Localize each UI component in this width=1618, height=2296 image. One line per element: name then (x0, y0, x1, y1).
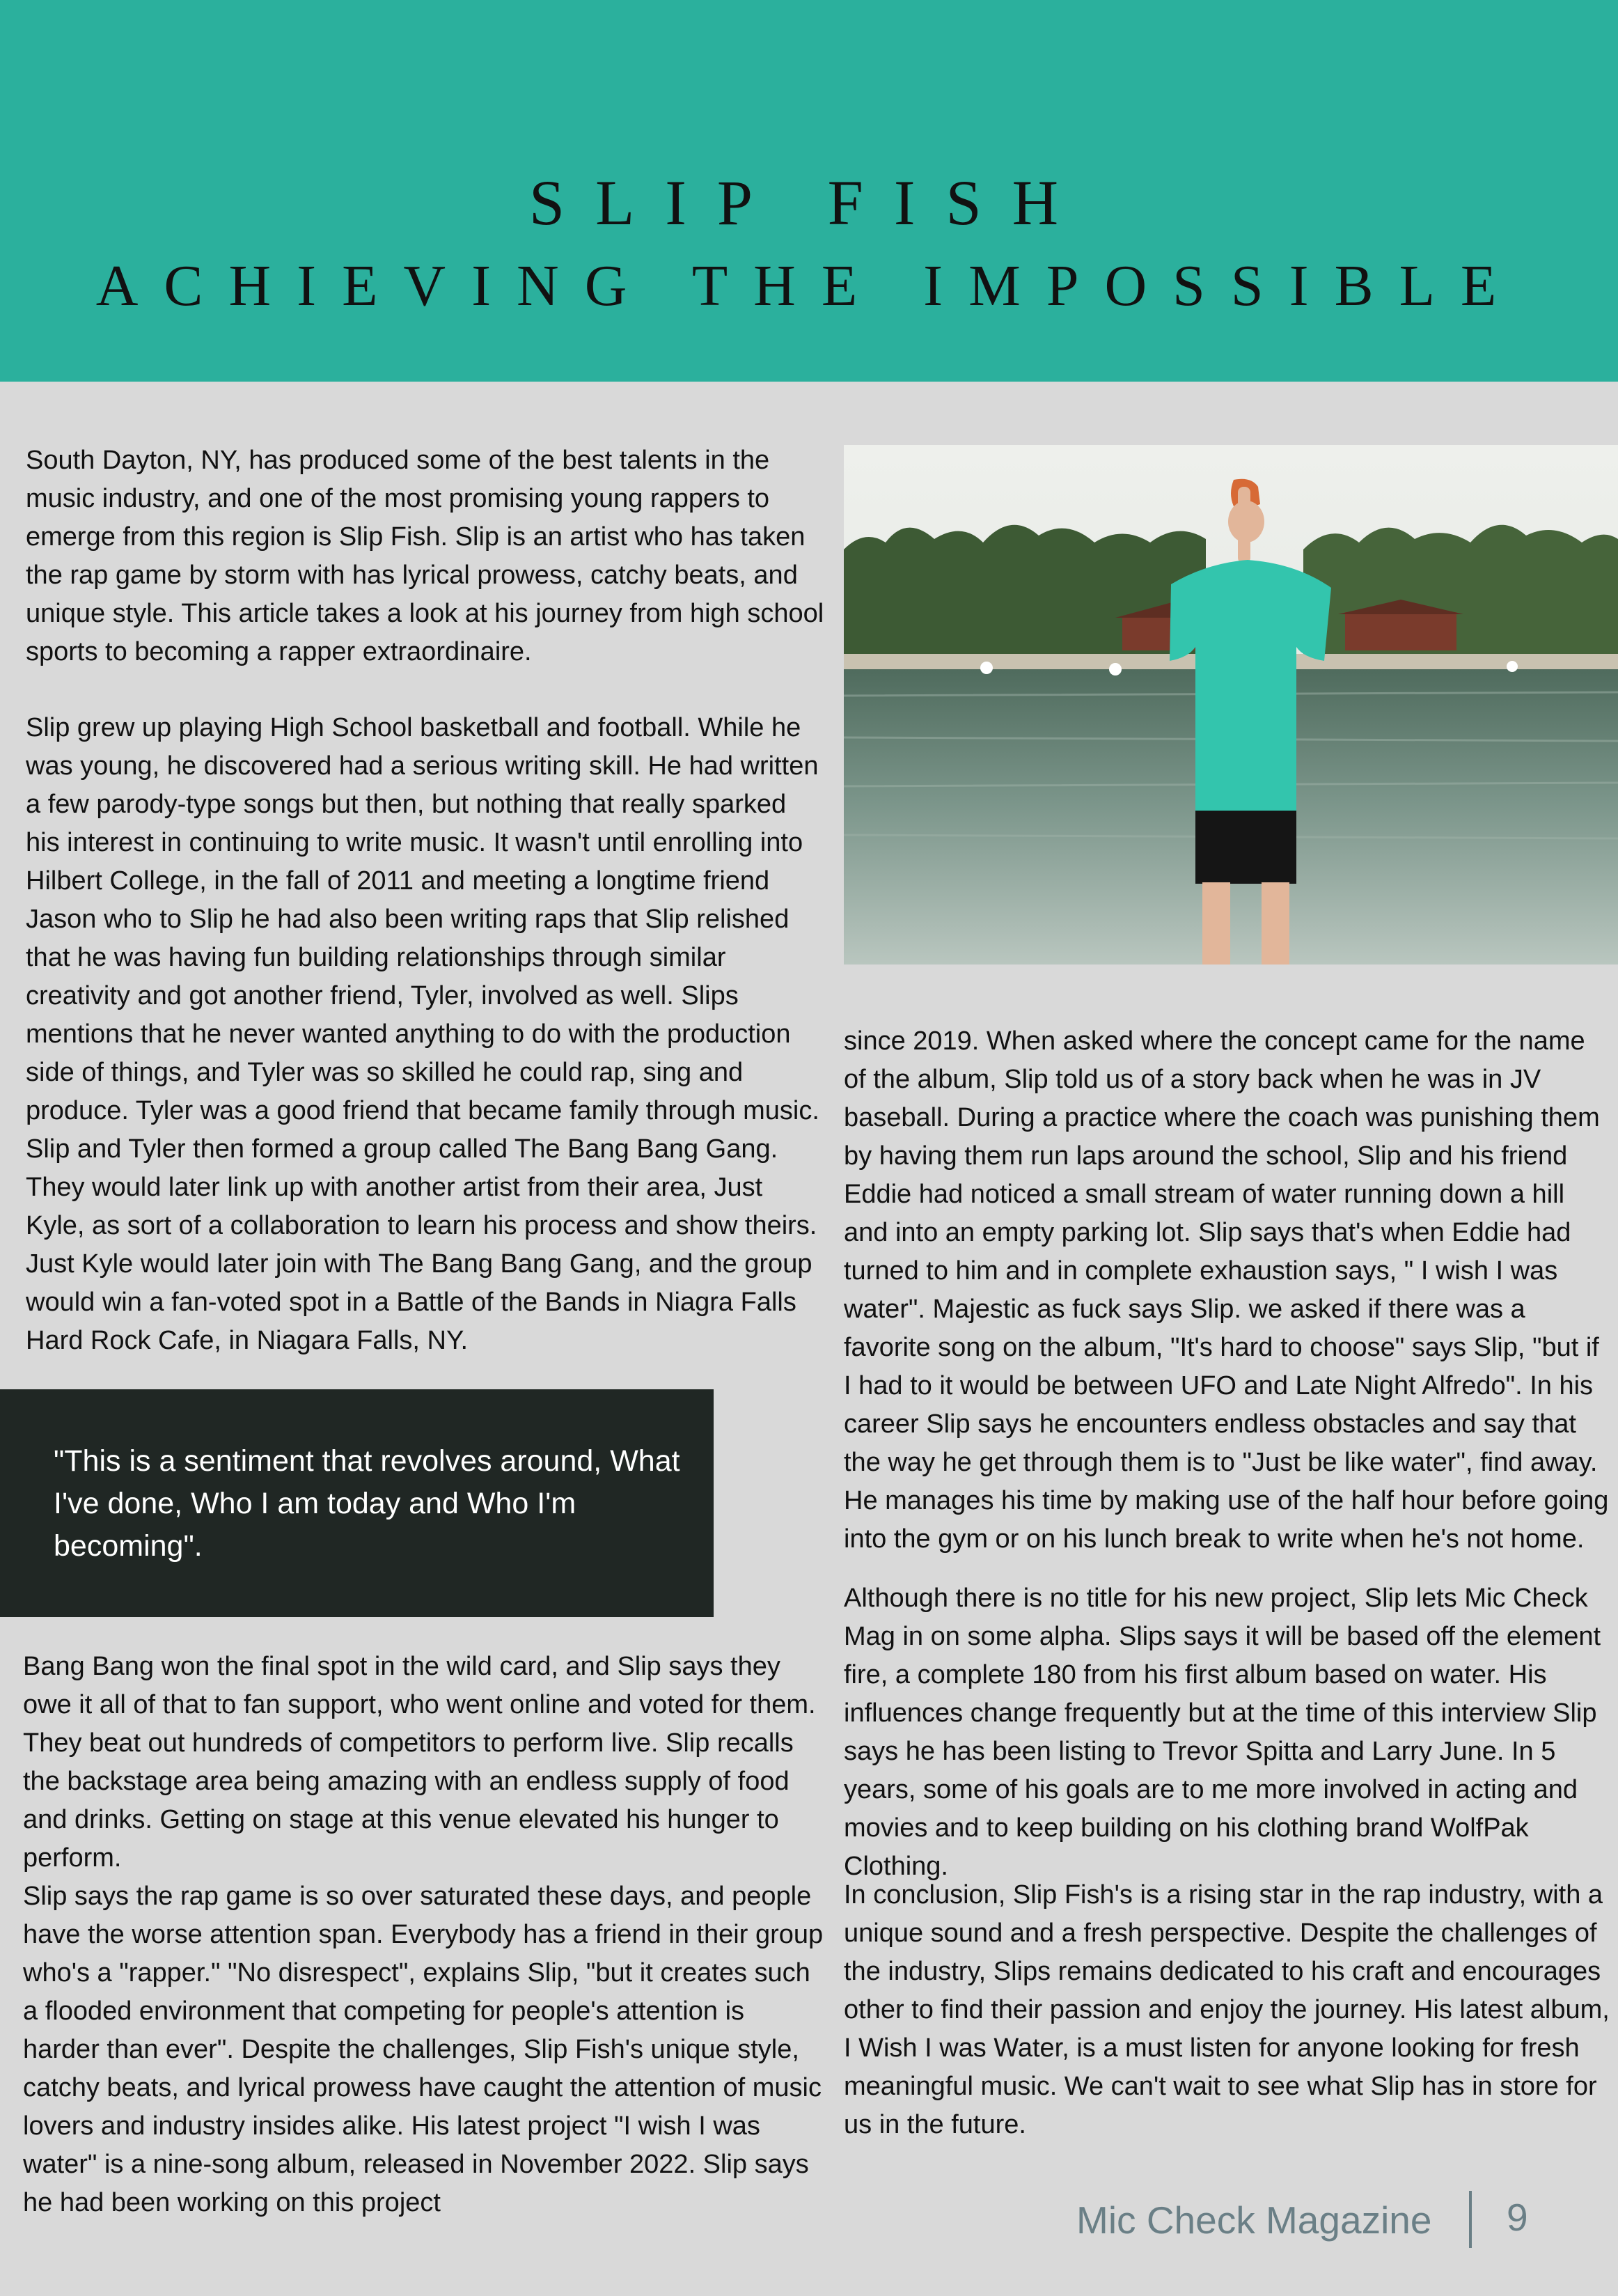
article-subtitle: ACHIEVING THE IMPOSSIBLE (95, 253, 1523, 318)
article-paragraph-conclusion: In conclusion, Slip Fish's is a rising star in the rap industry, with a unique sound and a fresh perspective. Despite the challenges of the industry, Slips remains dedicated to his craft and encourages other to find their passion and enjoy the journey. His latest album, I Wish I was Water, is a must listen for anyone looking for fresh meaningful music. We can't wait to see what Slip has in store for us in the future. (844, 1880, 1610, 2139)
article-paragraph-battle-of-bands: Bang Bang won the final spot in the wild card, and Slip says they owe it all of that to fan support, who went online and voted for them. They beat out hundreds of competitors to perform live. Slip recalls the backstage area being amazing with an endless supply of food and drinks. Getting on stage at this venue elevated his hunger to perform. Slip says the rap game is so over saturated these days, and people have the worse attention span. Everybody has a friend in their group who's a "rapper." "No disrespect", explains Slip, "but it creates such a flooded environment that competing for people's attention is harder than ever". Despite the challenges, Slip Fish's unique style, catchy beats, and lyrical prowess have caught the attention of music lovers and industry insides alike. His latest project "I wish I was water" is a nine-song album, released in November 2022. Slip says he had been working on this project (23, 1652, 824, 2217)
article-title: SLIP FISH (528, 167, 1090, 238)
article-paragraph-album-concept: since 2019. When asked where the concept came for the name of the album, Slip told us of a story back when he was in JV baseball. During a practice where the coach was punishing them by having them run laps around the school, Slip and his friend Eddie had noticed a small stream of water running down a hill and into an empty parking lot. Slip says that's when Eddie had turned to him and in complete exhaustion says, " I wish I was water". Majestic as fuck says Slip. we asked if there was a favorite song on the album, "It's hard to choose" says Slip, "but if I had to it would be between UFO and Late Night Alfredo". In his career Slip says he encounters endless obstacles and say that the way he get through them is to "Just be like water", find away. He manages his time by making use of the half hour before going into the gym or on his lunch break to write when he's not home. (844, 1026, 1609, 1554)
artist-photo (844, 445, 1618, 965)
pull-quote-text: "This is a sentiment that revolves around, What I've done, Who I am today and Who I'm becoming". (54, 1444, 680, 1563)
magazine-name: Mic Check Magazine (1076, 2199, 1432, 2242)
article-paragraph-background: Slip grew up playing High School basketball and football. While he was young, he discovered had a serious writing skill. He had written a few parody-type songs but then, but nothing that really sparked his interest in continuing to write music. It wasn't until enrolling into Hilbert College, in the fall of 2011 and meeting a longtime friend Jason who to Slip he had also been writing raps that Slip relished that he was having fun building relationships through similar creativity and got another friend, Tyler, involved as well. Slips mentions that he never wanted anything to do with the production side of things, and Tyler was so skilled he could rap, sing and produce. Tyler was a good friend that became family through music. Slip and Tyler then formed a group called The Bang Bang Gang. They would later link up with another artist from their area, Just Kyle, as sort of a collaboration to learn his process and show theirs. Just Kyle would later join with The Bang Bang Gang, and the group would win a fan-voted spot in a Battle of the Bands in Niagra Falls Hard Rock Cafe, in Niagara Falls, NY. (26, 713, 819, 1355)
footer-divider (1469, 2191, 1472, 2248)
page-number: 9 (1507, 2196, 1528, 2239)
article-paragraph-new-project: Although there is no title for his new project, Slip lets Mic Check Mag in on some alpha. Slips says it will be based off the element fire, a complete 180 from his first album based on water. His influences change frequently but at the time of this interview Slip says he has been listing to Trevor Spitta and Larry June. In 5 years, some of his goals are to me more involved in acting and movies and to keep building on his clothing brand WolfPak Clothing. (844, 1584, 1601, 1881)
article-paragraph-intro: South Dayton, NY, has produced some of the best talents in the music industry, and one of the most promising young rappers to emerge from this region is Slip Fish. Slip is an artist who has taken the rap game by storm with has lyrical prowess, catchy beats, and unique style. This article takes a look at his journey from high school sports to becoming a rapper extraordinaire. (26, 446, 824, 666)
